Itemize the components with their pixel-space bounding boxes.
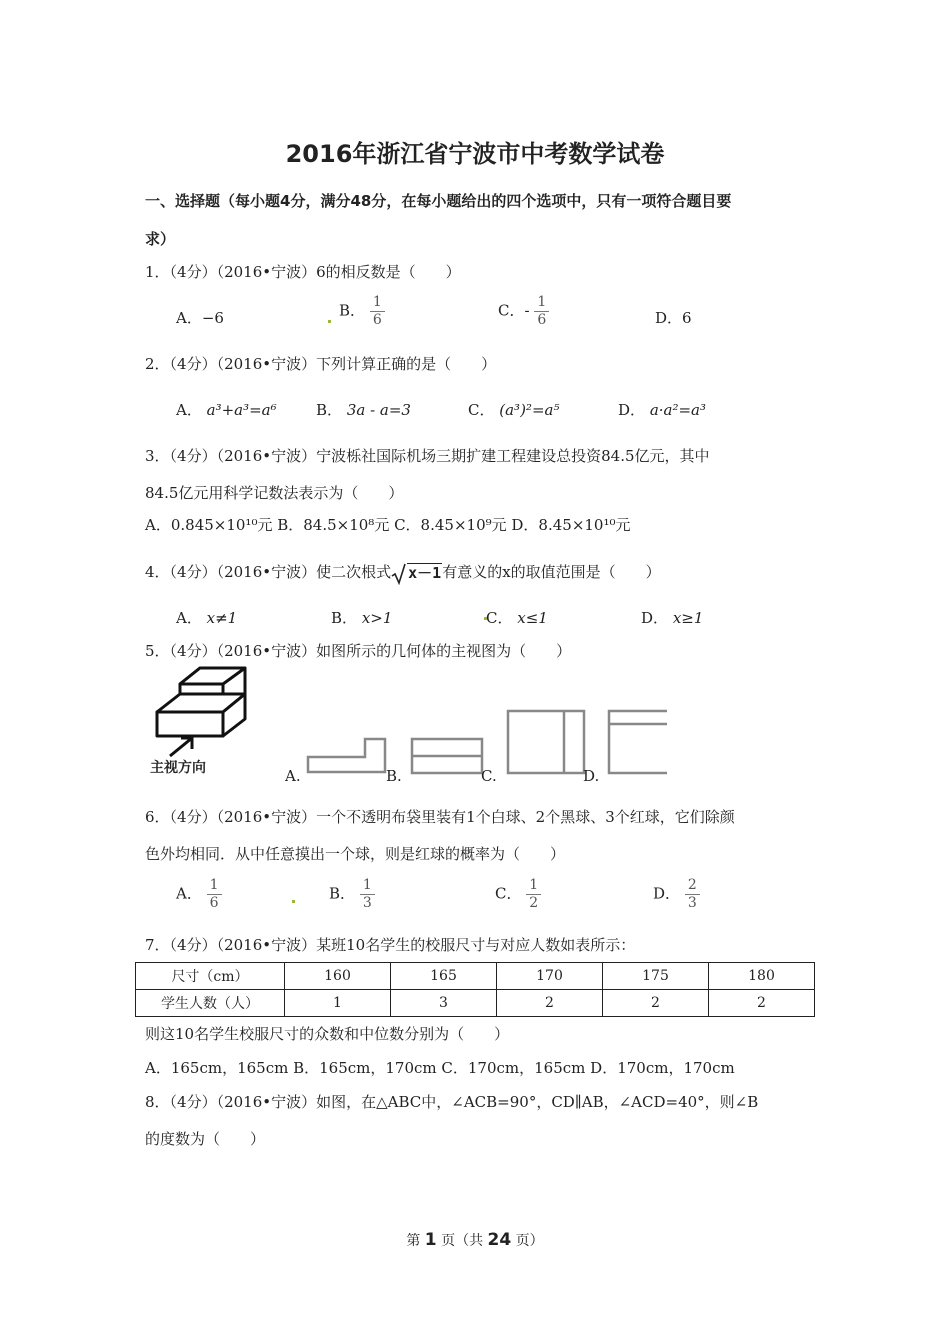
question-8: 8．（4分）（2016•宁波）如图，在△ABC中，∠ACB=90°，CD∥AB，∠ACD=40°，则∠B bbox=[145, 1093, 759, 1111]
table-cell: 3 bbox=[391, 990, 497, 1017]
q5-figure-d bbox=[607, 709, 667, 775]
table-cell: 尺寸（cm） bbox=[136, 963, 285, 990]
question-7-cont: 则这10名学生校服尺寸的众数和中位数分别为（ ） bbox=[145, 1025, 510, 1043]
table-row bbox=[136, 990, 815, 1017]
q5-option-c: C. bbox=[481, 767, 497, 785]
size-table bbox=[135, 962, 815, 1017]
table-row bbox=[136, 963, 815, 990]
section-heading-cont: 求） bbox=[145, 230, 176, 248]
question-2: 2．（4分）（2016•宁波）下列计算正确的是（ ） bbox=[145, 355, 497, 373]
q4-option-c: C． x≤1 bbox=[486, 609, 548, 627]
q5-option-a: A. bbox=[285, 767, 301, 785]
question-5: 5．（4分）（2016•宁波）如图所示的几何体的主视图为（ ） bbox=[145, 642, 572, 660]
question-1: 1．（4分）（2016•宁波）6的相反数是（ ） bbox=[145, 263, 461, 281]
question-6: 6．（4分）（2016•宁波）一个不透明布袋里装有1个白球、2个黑球、3个红球，它们除颜 bbox=[145, 808, 735, 826]
question-4: 4．（4分）（2016•宁波）使二次根式 x－1有意义的x的取值范围是（ ） bbox=[145, 561, 661, 585]
page-total: 24 bbox=[487, 1230, 512, 1250]
q4-option-a: A． x≠1 bbox=[176, 609, 238, 627]
question-7: 7．（4分）（2016•宁波）某班10名学生的校服尺寸与对应人数如表所示： bbox=[145, 936, 636, 954]
q1-option-d: D．6 bbox=[655, 309, 692, 327]
table-cell: 180 bbox=[709, 963, 815, 990]
q3-options: A．0.845×10¹⁰元 B．84.5×10⁸元 C．8.45×10⁹元 D．8.45×10¹⁰元 bbox=[145, 516, 631, 534]
q5-figure-c bbox=[506, 709, 586, 775]
q1-option-b: B． $\frac{1}{6}$ bbox=[339, 294, 385, 329]
q1-option-a: A．−6 bbox=[176, 309, 224, 327]
page-title: 2016年浙江省宁波市中考数学试卷 bbox=[285, 140, 665, 168]
table-cell: 175 bbox=[603, 963, 709, 990]
q7-options: A．165cm，165cm B．165cm，170cm C．170cm，165cm D．170cm，170cm bbox=[145, 1059, 735, 1077]
table-cell: 2 bbox=[603, 990, 709, 1017]
table-cell: 1 bbox=[285, 990, 391, 1017]
question-8-cont: 的度数为（ ） bbox=[145, 1130, 266, 1148]
section-heading: 一、选择题（每小题4分，满分48分，在每小题给出的四个选项中，只有一项符合题目要 bbox=[145, 192, 732, 210]
q6-option-b: B． $\frac{1}{3}$ bbox=[329, 877, 375, 912]
table-cell: 2 bbox=[709, 990, 815, 1017]
q2-option-b: B． 3a - a=3 bbox=[316, 401, 411, 419]
q5-option-d: D. bbox=[583, 767, 600, 785]
q6-option-c: C． $\frac{1}{2}$ bbox=[495, 877, 541, 912]
q4-option-b: B． x>1 bbox=[331, 609, 393, 627]
table-cell: 2 bbox=[497, 990, 603, 1017]
q6-option-a: A． $\frac{1}{6}$ bbox=[176, 877, 222, 912]
question-3: 3．（4分）（2016•宁波）宁波栎社国际机场三期扩建工程建设总投资84.5亿元，其中 bbox=[145, 447, 710, 465]
q5-option-b: B. bbox=[386, 767, 402, 785]
q2-option-c: C． (a³)²=a⁵ bbox=[468, 401, 560, 419]
q5-figure-b bbox=[410, 737, 484, 775]
q2-option-d: D． a·a²=a³ bbox=[618, 401, 707, 419]
table-cell: 170 bbox=[497, 963, 603, 990]
page-number: 1 bbox=[424, 1230, 437, 1250]
q1-option-c: C．- $\frac{1}{6}$ bbox=[498, 294, 549, 329]
q5-figure-a bbox=[305, 735, 387, 775]
question-3-cont: 84.5亿元用科学记数法表示为（ ） bbox=[145, 484, 404, 502]
q4-option-d: D． x≥1 bbox=[641, 609, 704, 627]
figure-label: 主视方向 bbox=[150, 760, 206, 776]
q6-option-d: D． $\frac{2}{3}$ bbox=[653, 877, 700, 912]
table-cell: 学生人数（人） bbox=[136, 990, 285, 1017]
square-root-icon: x－1 bbox=[391, 562, 442, 585]
table-cell: 160 bbox=[285, 963, 391, 990]
table-cell: 165 bbox=[391, 963, 497, 990]
question-6-cont: 色外均相同．从中任意摸出一个球，则是红球的概率为（ ） bbox=[145, 845, 566, 863]
page-footer: 第 1 页（共 24 页） bbox=[406, 1230, 544, 1250]
q2-option-a: A． a³+a³=a⁶ bbox=[176, 401, 277, 419]
